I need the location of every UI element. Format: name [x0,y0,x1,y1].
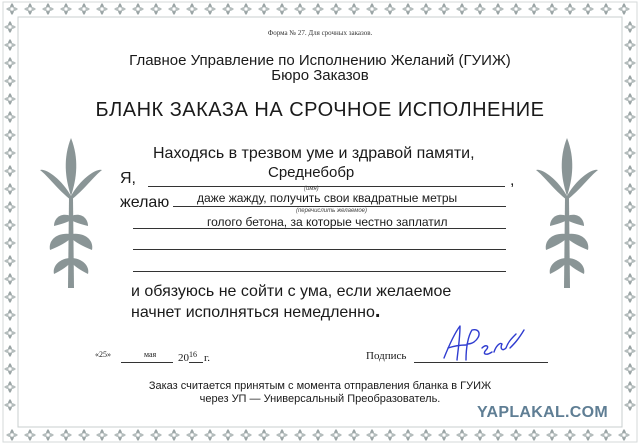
border-flower [546,429,558,441]
right-floral-ornament [536,138,598,288]
department-name: Бюро Заказов [271,67,369,84]
border-flower [132,3,144,15]
border-flower [258,429,270,441]
border-flower [510,429,522,441]
border-flower [276,3,288,15]
border-flower [438,3,450,15]
wish-field-value-2: голого бетона, за которые честно заплатил [207,215,448,229]
border-flower [78,3,90,15]
border-flower [348,3,360,15]
border-flower [4,309,16,321]
border-flower [366,429,378,441]
border-flower [4,219,16,231]
border-flower [564,3,576,15]
border-flower [402,3,414,15]
border-flower [624,219,636,231]
border-flower [624,201,636,213]
handwritten-signature [438,318,528,364]
border-flower [348,429,360,441]
border-flower [4,363,16,375]
border-flower [276,429,288,441]
border-flower [168,429,180,441]
form-title: БЛАНК ЗАКАЗА НА СРОЧНОЕ ИСПОЛНЕНИЕ [95,99,545,121]
border-flower [6,3,18,15]
border-flower [624,147,636,159]
border-flower [564,429,576,441]
border-flower [624,363,636,375]
border-flower [402,429,414,441]
border-flower [366,3,378,15]
border-flower [618,3,630,15]
wish-hint: (перечислить желаемое) [296,208,367,214]
border-flower [600,429,612,441]
border-flower [624,345,636,357]
border-flower [384,429,396,441]
border-flower [420,429,432,441]
border-flower [186,3,198,15]
border-flower [624,165,636,177]
border-flower [492,429,504,441]
border-flower [132,429,144,441]
date-year: 16 [189,350,197,359]
border-flower [4,201,16,213]
border-flower [24,429,36,441]
border-flower [4,255,16,267]
border-flower [624,273,636,285]
border-flower [624,237,636,249]
border-flower [546,3,558,15]
border-flower [312,429,324,441]
border-flower [168,3,180,15]
name-label: Я, [120,170,136,187]
border-flower [222,3,234,15]
border-flower [4,327,16,339]
wish-field-line-1 [173,206,506,207]
border-flower [96,429,108,441]
border-flower [42,3,54,15]
border-flower [624,183,636,195]
border-flower [6,429,18,441]
form-number: Форма № 27. Для срочных заказов. [267,29,373,37]
border-flower [24,3,36,15]
border-flower [114,429,126,441]
border-flower [294,429,306,441]
border-flower [240,429,252,441]
name-hint: (имя) [304,186,319,192]
border-flower [294,3,306,15]
footer-note-2: через УП — Универсальный Преобразователь. [199,393,441,405]
border-flower [240,3,252,15]
wish-field-value-1: даже жажду, получить свои квадратные метры [197,191,458,205]
border-flower [4,165,16,177]
border-flower [312,3,324,15]
border-flower [204,3,216,15]
date-month: мая [144,350,157,359]
date-suffix: г. [204,352,211,364]
border-flower [474,429,486,441]
border-flower [222,429,234,441]
border-flower [114,3,126,15]
wish-field-line-4 [133,271,506,272]
border-flower [438,429,450,441]
name-field-line [148,186,505,187]
border-flower [150,429,162,441]
border-flower [204,429,216,441]
border-flower [618,429,630,441]
border-flower [510,3,522,15]
footer-note-1: Заказ считается принятым с момента отправления бланка в ГУИЖ [148,380,492,392]
border-flower [528,3,540,15]
border-flower [60,3,72,15]
border-flower [96,3,108,15]
border-flower [624,255,636,267]
border-flower [4,147,16,159]
border-flower [78,429,90,441]
border-flower [600,3,612,15]
border-flower [258,3,270,15]
border-flower [624,309,636,321]
border-flower [492,3,504,15]
border-flower [150,3,162,15]
border-flower [60,429,72,441]
border-flower [4,129,16,141]
border-flower [4,273,16,285]
border-flower [4,237,16,249]
border-flower [330,429,342,441]
border-flower [624,39,636,51]
border-flower [456,3,468,15]
site-watermark: YAPLAKAL.COM [477,404,609,421]
border-flower [384,3,396,15]
oath-period: . [374,300,381,322]
oath-text-1: и обязуюсь не сойти с ума, если желаемое [131,283,452,300]
border-flower [582,429,594,441]
organization-name: Главное Управление по Исполнению Желаний (ГУИЖ) [129,52,511,69]
name-field-value: Среднебобр [268,164,355,181]
date-day: «25» [95,350,111,359]
date-month-line [121,362,173,363]
border-flower [624,327,636,339]
border-flower [474,3,486,15]
intro-text: Находясь в трезвом уме и здравой памяти, [153,145,475,162]
border-flower [582,3,594,15]
date-year-line [189,362,203,363]
wish-label: желаю [120,194,170,211]
border-flower [330,3,342,15]
oath-text-2-body: начнет исполняться немедленно [131,304,375,321]
border-flower [4,291,16,303]
border-flower [186,429,198,441]
wish-field-line-3 [133,249,506,250]
border-flower [624,129,636,141]
border-flower [624,291,636,303]
border-flower [456,429,468,441]
border-flower [528,429,540,441]
border-flower [4,183,16,195]
border-flower [4,345,16,357]
border-flower [42,429,54,441]
border-flower [420,3,432,15]
left-floral-ornament [40,138,102,288]
signature-label: Подпись [366,350,407,362]
border-flower [4,39,16,51]
oath-text-2 [131,300,381,322]
name-comma: , [510,172,515,189]
date-century: 20 [178,352,189,364]
